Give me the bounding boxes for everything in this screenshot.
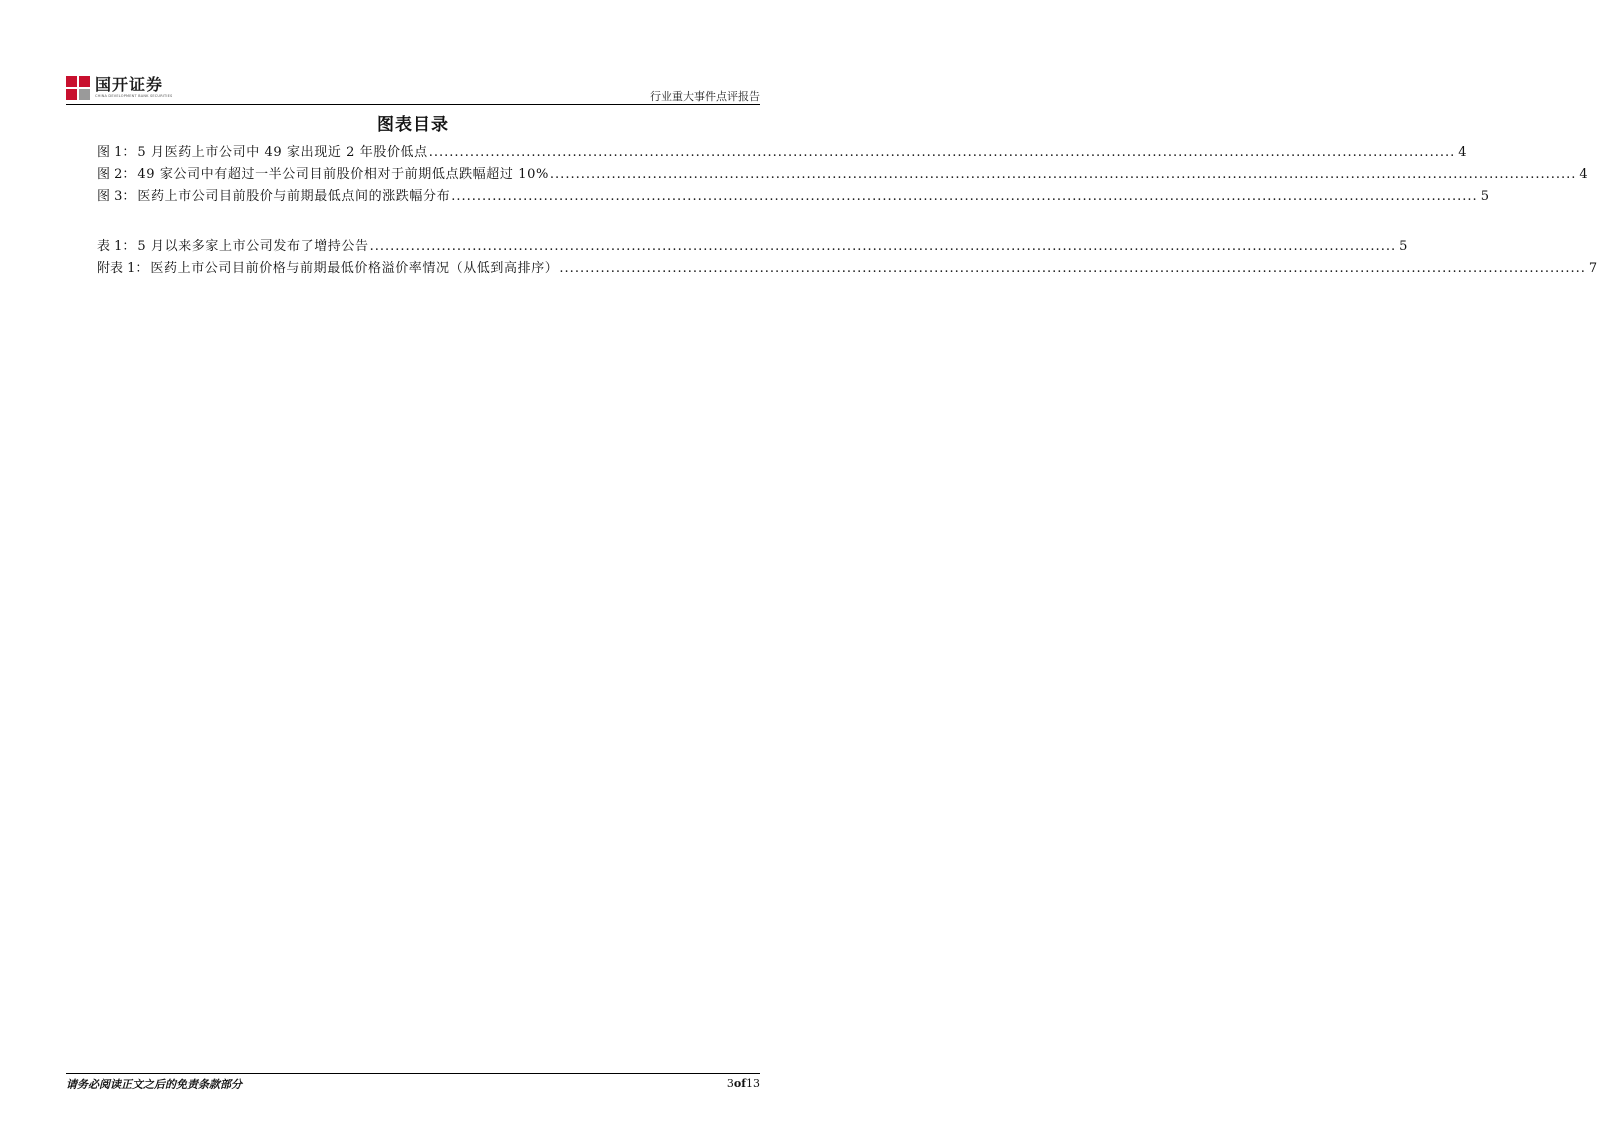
toc-title: 图表目录 <box>377 115 449 135</box>
toc-entry-figure-3[interactable] <box>97 185 1489 207</box>
logo-name: 国开证券 <box>95 75 164 94</box>
toc-page-number: 5 <box>1399 239 1408 254</box>
toc-label: 图 3： <box>97 189 136 204</box>
toc-page-number: 4 <box>1579 167 1588 182</box>
disclaimer-note: 请务必阅读正文之后的免责条款部分 <box>66 1078 242 1091</box>
toc-text: 5 月以来多家上市公司发布了增持公告 <box>137 239 369 254</box>
toc-page-number: 5 <box>1480 189 1489 204</box>
page-current: 3 <box>726 1077 734 1090</box>
toc-page-number: 4 <box>1458 145 1467 160</box>
toc-label: 表 1： <box>97 239 136 254</box>
page-header <box>66 72 760 106</box>
footer-divider <box>66 1073 760 1074</box>
toc-page-number: 7 <box>1588 261 1597 276</box>
logo-mark-icon <box>66 76 91 101</box>
toc-label: 图 1： <box>97 145 136 160</box>
toc-text: 49 家公司中有超过一半公司目前股价相对于前期低点跌幅超过 10% <box>137 167 549 182</box>
toc-text: 医药上市公司目前价格与前期最低价格溢价率情况（从低到高排序） <box>150 261 559 276</box>
company-logo <box>66 76 172 101</box>
table-list <box>97 235 1597 279</box>
header-divider <box>66 104 760 105</box>
page-number <box>727 1077 760 1090</box>
toc-leader-dots: ........................................................................................................................................................................................................ <box>451 189 1478 204</box>
toc-leader-dots: ........................................................................................................................................................................................................ <box>428 145 1456 160</box>
toc-text: 医药上市公司目前股价与前期最低点间的涨跌幅分布 <box>137 189 451 204</box>
toc-leader-dots: ........................................................................................................................................................................................................ <box>369 239 1397 254</box>
toc-entry-table-1[interactable] <box>97 235 1408 257</box>
toc-leader-dots: ........................................................................................................................................................................................................ <box>549 167 1577 182</box>
toc-entry-figure-2[interactable] <box>97 163 1588 185</box>
report-type: 行业重大事件点评报告 <box>650 90 760 103</box>
toc-text: 5 月医药上市公司中 49 家出现近 2 年股价低点 <box>137 145 428 160</box>
page-total: 13 <box>746 1077 760 1090</box>
toc-entry-figure-1[interactable] <box>97 141 1467 163</box>
toc-leader-dots: ........................................................................................................................................................................................................ <box>559 261 1586 276</box>
page-of: of <box>733 1077 746 1090</box>
toc-label: 图 2： <box>97 167 136 182</box>
toc-label: 附表 1： <box>97 261 149 276</box>
figure-list <box>97 141 1588 207</box>
logo-subtitle: CHINA DEVELOPMENT BANK SECURITIES <box>95 94 173 98</box>
toc-entry-appendix-table-1[interactable] <box>97 257 1597 279</box>
